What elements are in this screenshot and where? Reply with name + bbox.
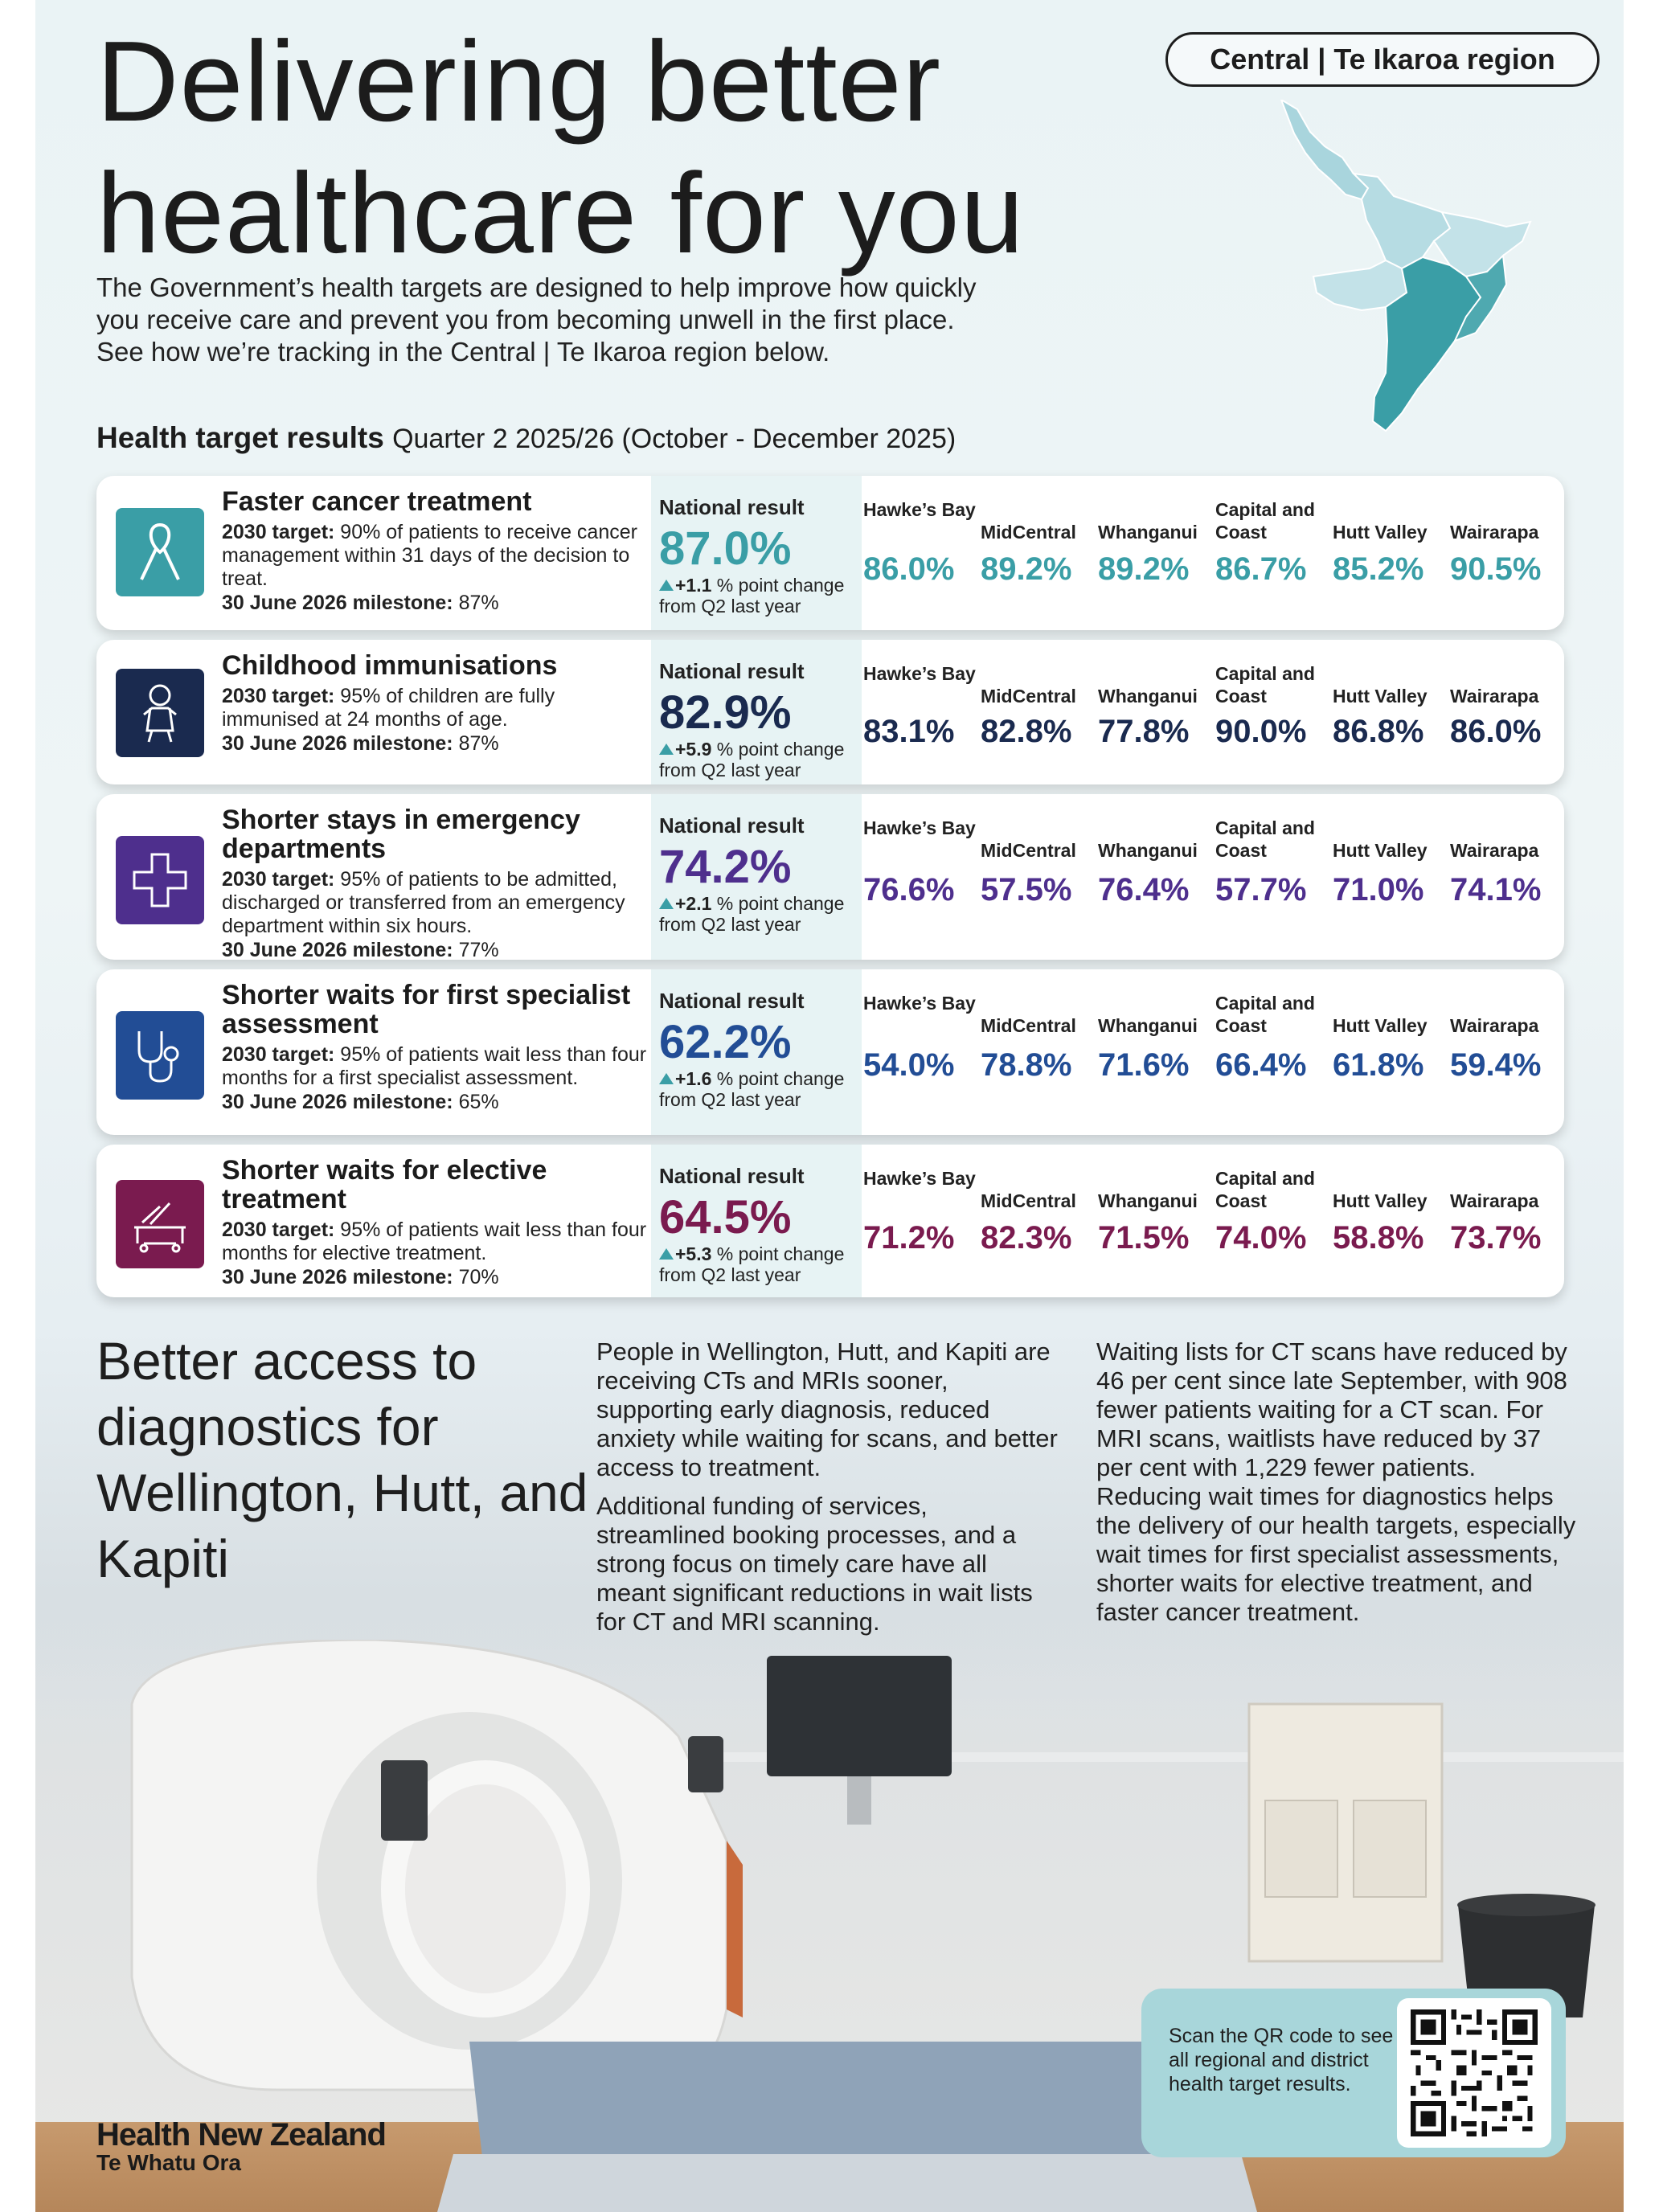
district-name: Wairarapa <box>1450 686 1539 707</box>
national-result-label: National result <box>659 495 805 519</box>
district-result <box>1333 969 1450 1135</box>
qr-code-image <box>1408 2009 1540 2136</box>
district-name: Hutt Valley <box>1333 522 1428 543</box>
district-result <box>1215 794 1333 960</box>
district-value: 89.2% <box>981 551 1072 587</box>
up-arrow-icon <box>659 1073 674 1084</box>
district-results <box>863 476 1563 630</box>
diagnostics-paragraph: Additional funding of services, streamlined booking processes, and a strong focus on timely care have all meant significant reductions in wait lists for CT and MRI scanning. <box>596 1492 1033 1636</box>
target-milestone: 30 June 2026 milestone: 87% <box>222 732 499 755</box>
district-name: Hutt Valley <box>1333 840 1428 861</box>
national-result-label: National result <box>659 813 805 838</box>
district-name: MidCentral <box>981 1190 1076 1211</box>
target-title: Shorter stays in emergency departments <box>222 805 580 864</box>
target-title: Shorter waits for first specialist assessment <box>222 980 631 1039</box>
district-name: Capital and Coast <box>1215 663 1315 707</box>
district-name: Whanganui <box>1098 840 1198 861</box>
district-value: 71.2% <box>863 1220 955 1256</box>
district-value: 58.8% <box>1333 1220 1424 1256</box>
target-2030: 2030 target: 90% of patients to receive cancer management within 31 days of the decision to treat. <box>222 521 637 590</box>
target-milestone: 30 June 2026 milestone: 77% <box>222 939 499 960</box>
region-badge: Central | Te Ikaroa region <box>1165 32 1600 87</box>
district-results <box>863 969 1563 1135</box>
district-result <box>981 476 1098 630</box>
target-description <box>222 487 656 615</box>
national-change: +1.1 % point change from Q2 last year <box>659 575 845 616</box>
district-value: 76.6% <box>863 872 955 907</box>
district-result <box>981 969 1098 1135</box>
intro-line: See how we’re tracking in the Central | Te Ikaroa region below. <box>96 337 830 367</box>
target-2030: 2030 target: 95% of patients wait less than four months for elective treatment. <box>222 1219 647 1264</box>
district-value: 73.7% <box>1450 1220 1542 1256</box>
target-description <box>222 981 656 1114</box>
district-value: 90.0% <box>1215 714 1307 749</box>
district-value: 85.2% <box>1333 551 1424 587</box>
intro-text <box>96 272 1174 368</box>
intro-line: The Government’s health targets are designed to help improve how quickly <box>96 272 977 302</box>
district-result <box>1450 476 1564 630</box>
district-result <box>1333 476 1450 630</box>
district-results <box>863 640 1563 784</box>
district-name: Whanganui <box>1098 1015 1198 1036</box>
district-value: 71.6% <box>1098 1047 1190 1083</box>
district-name: MidCentral <box>981 522 1076 543</box>
district-value: 90.5% <box>1450 551 1542 587</box>
district-result <box>981 640 1098 784</box>
district-name: Hawke’s Bay <box>863 499 976 520</box>
results-heading <box>96 421 956 455</box>
map-auckland-waikato <box>1354 174 1450 268</box>
district-name: Hutt Valley <box>1333 1015 1428 1036</box>
district-value: 74.1% <box>1450 872 1542 907</box>
national-result-label: National result <box>659 989 805 1013</box>
district-value: 71.5% <box>1098 1220 1190 1256</box>
target-2030: 2030 target: 95% of patients to be admitted, discharged or transferred from an emergency department within six hours. <box>222 868 625 937</box>
district-result <box>1333 794 1450 960</box>
district-value: 82.3% <box>981 1220 1072 1256</box>
district-name: Hawke’s Bay <box>863 817 976 838</box>
district-value: 83.1% <box>863 714 955 749</box>
qr-code[interactable] <box>1397 1998 1551 2148</box>
district-result <box>863 969 981 1135</box>
national-result <box>651 1145 862 1297</box>
district-value: 71.0% <box>1333 872 1424 907</box>
district-name: Hawke’s Bay <box>863 993 976 1014</box>
district-result <box>1098 794 1215 960</box>
district-result <box>1098 476 1215 630</box>
diagnostics-heading: Better access to diagnostics for Wellington, Hutt, and Kapiti <box>96 1331 588 1588</box>
target-milestone: 30 June 2026 milestone: 65% <box>222 1091 499 1113</box>
target-milestone: 30 June 2026 milestone: 87% <box>222 592 499 614</box>
up-arrow-icon <box>659 898 674 909</box>
qr-panel <box>1141 1989 1566 2157</box>
intro-line: you receive care and prevent you from becoming unwell in the first place. <box>96 305 955 334</box>
district-name: Wairarapa <box>1450 1015 1539 1036</box>
target-description <box>222 805 656 960</box>
stethoscope-icon <box>116 1011 204 1100</box>
national-result <box>651 794 862 960</box>
district-result <box>1333 640 1450 784</box>
diagnostics-column-2 <box>1096 1337 1579 1636</box>
district-value: 66.4% <box>1215 1047 1307 1083</box>
target-card <box>96 476 1564 630</box>
district-name: Capital and Coast <box>1215 817 1315 861</box>
district-result <box>981 1145 1098 1297</box>
district-result <box>981 794 1098 960</box>
results-period: Quarter 2 2025/26 (October - December 2025) <box>392 424 956 454</box>
logo-sub-text: Te Whatu Ora <box>96 2150 241 2175</box>
district-value: 86.7% <box>1215 551 1307 587</box>
national-change: +2.1 % point change from Q2 last year <box>659 893 845 935</box>
district-result <box>1450 794 1564 960</box>
district-result <box>863 794 981 960</box>
page <box>35 0 1624 2212</box>
title-line-1: Delivering better <box>96 18 941 145</box>
target-card <box>96 640 1564 784</box>
district-name: Capital and Coast <box>1215 993 1315 1036</box>
surgical-bed-icon <box>116 1180 204 1268</box>
district-result <box>863 640 981 784</box>
district-result <box>1215 476 1333 630</box>
district-value: 61.8% <box>1333 1047 1424 1083</box>
district-name: Wairarapa <box>1450 522 1539 543</box>
district-value: 86.0% <box>1450 714 1542 749</box>
target-description <box>222 651 656 756</box>
ribbon-icon <box>116 508 204 596</box>
district-value: 59.4% <box>1450 1047 1542 1083</box>
district-name: Whanganui <box>1098 1190 1198 1211</box>
district-name: MidCentral <box>981 1015 1076 1036</box>
baby-icon <box>116 669 204 757</box>
district-result <box>1450 1145 1564 1297</box>
district-result <box>1215 969 1333 1135</box>
page-title <box>96 16 1222 280</box>
district-value: 77.8% <box>1098 714 1190 749</box>
target-cards <box>96 476 1564 1307</box>
title-line-2: healthcare for you <box>96 150 1025 277</box>
district-result <box>1333 1145 1450 1297</box>
district-value: 57.7% <box>1215 872 1307 907</box>
district-name: Hawke’s Bay <box>863 1168 976 1189</box>
district-value: 89.2% <box>1098 551 1190 587</box>
medical-cross-icon <box>116 836 204 924</box>
district-name: Hutt Valley <box>1333 686 1428 707</box>
district-result <box>863 476 981 630</box>
district-result <box>1098 1145 1215 1297</box>
target-2030: 2030 target: 95% of patients wait less than four months for a first specialist assessment. <box>222 1043 647 1089</box>
diagnostics-paragraph: Waiting lists for CT scans have reduced by 46 per cent since late September, with 908 fewer patients waiting for a CT scan. For MRI scans, waitlists have reduced by 37 per cent with 1,229 fewer patients. Reducing wait times for diagnostics helps the delivery of our health targets, especially wait times for first specialist assessments, shorter waits for elective treatment, and faster cancer treatment. <box>1096 1337 1576 1626</box>
district-result <box>863 1145 981 1297</box>
national-result-value: 82.9% <box>659 686 792 739</box>
target-title: Shorter waits for elective treatment <box>222 1155 547 1215</box>
up-arrow-icon <box>659 580 674 591</box>
district-value: 54.0% <box>863 1047 955 1083</box>
north-island-map <box>1265 100 1546 437</box>
district-value: 78.8% <box>981 1047 1072 1083</box>
district-result <box>1215 640 1333 784</box>
target-description <box>222 1156 656 1289</box>
national-result-value: 74.2% <box>659 841 792 893</box>
national-result-value: 62.2% <box>659 1016 792 1068</box>
logo-main-text: Health New Zealand <box>96 2117 386 2153</box>
district-results <box>863 794 1563 960</box>
district-name: MidCentral <box>981 840 1076 861</box>
national-result-value: 64.5% <box>659 1191 792 1243</box>
qr-instructions: Scan the QR code to see all regional and district health target results. <box>1169 2025 1394 2095</box>
target-title: Faster cancer treatment <box>222 486 532 517</box>
district-value: 76.4% <box>1098 872 1190 907</box>
district-result <box>1215 1145 1333 1297</box>
results-heading-label: Health target results <box>96 421 384 454</box>
district-value: 82.8% <box>981 714 1072 749</box>
district-name: Capital and Coast <box>1215 499 1315 543</box>
target-card <box>96 1145 1564 1297</box>
target-milestone: 30 June 2026 milestone: 70% <box>222 1266 499 1288</box>
national-change: +1.6 % point change from Q2 last year <box>659 1068 845 1110</box>
diagnostics-column-1 <box>596 1337 1063 1646</box>
district-result <box>1098 640 1215 784</box>
map-northland <box>1281 100 1368 199</box>
district-name: Whanganui <box>1098 522 1198 543</box>
target-2030: 2030 target: 95% of children are fully immunised at 24 months of age. <box>222 685 555 731</box>
target-card <box>96 969 1564 1135</box>
national-result-label: National result <box>659 659 805 683</box>
target-title: Childhood immunisations <box>222 650 558 681</box>
district-value: 57.5% <box>981 872 1072 907</box>
target-card <box>96 794 1564 960</box>
national-result-label: National result <box>659 1164 805 1188</box>
national-result-value: 87.0% <box>659 522 792 575</box>
up-arrow-icon <box>659 1248 674 1260</box>
district-name: Wairarapa <box>1450 840 1539 861</box>
district-results <box>863 1145 1563 1297</box>
national-change: +5.3 % point change from Q2 last year <box>659 1243 845 1285</box>
district-name: Hutt Valley <box>1333 1190 1428 1211</box>
district-result <box>1450 640 1564 784</box>
district-name: Hawke’s Bay <box>863 663 976 684</box>
district-name: Wairarapa <box>1450 1190 1539 1211</box>
district-name: MidCentral <box>981 686 1076 707</box>
national-result <box>651 969 862 1135</box>
district-value: 74.0% <box>1215 1220 1307 1256</box>
district-name: Whanganui <box>1098 686 1198 707</box>
health-nz-logo <box>96 2117 386 2176</box>
district-result <box>1098 969 1215 1135</box>
national-change: +5.9 % point change from Q2 last year <box>659 739 845 780</box>
district-value: 86.8% <box>1333 714 1424 749</box>
district-result <box>1450 969 1564 1135</box>
national-result <box>651 640 862 784</box>
up-arrow-icon <box>659 743 674 755</box>
national-result <box>651 476 862 630</box>
diagnostics-paragraph: People in Wellington, Hutt, and Kapiti are receiving CTs and MRIs sooner, supporting early diagnosis, reduced anxiety while waiting for scans, and better access to treatment. <box>596 1337 1058 1481</box>
district-name: Capital and Coast <box>1215 1168 1315 1211</box>
district-value: 86.0% <box>863 551 955 587</box>
